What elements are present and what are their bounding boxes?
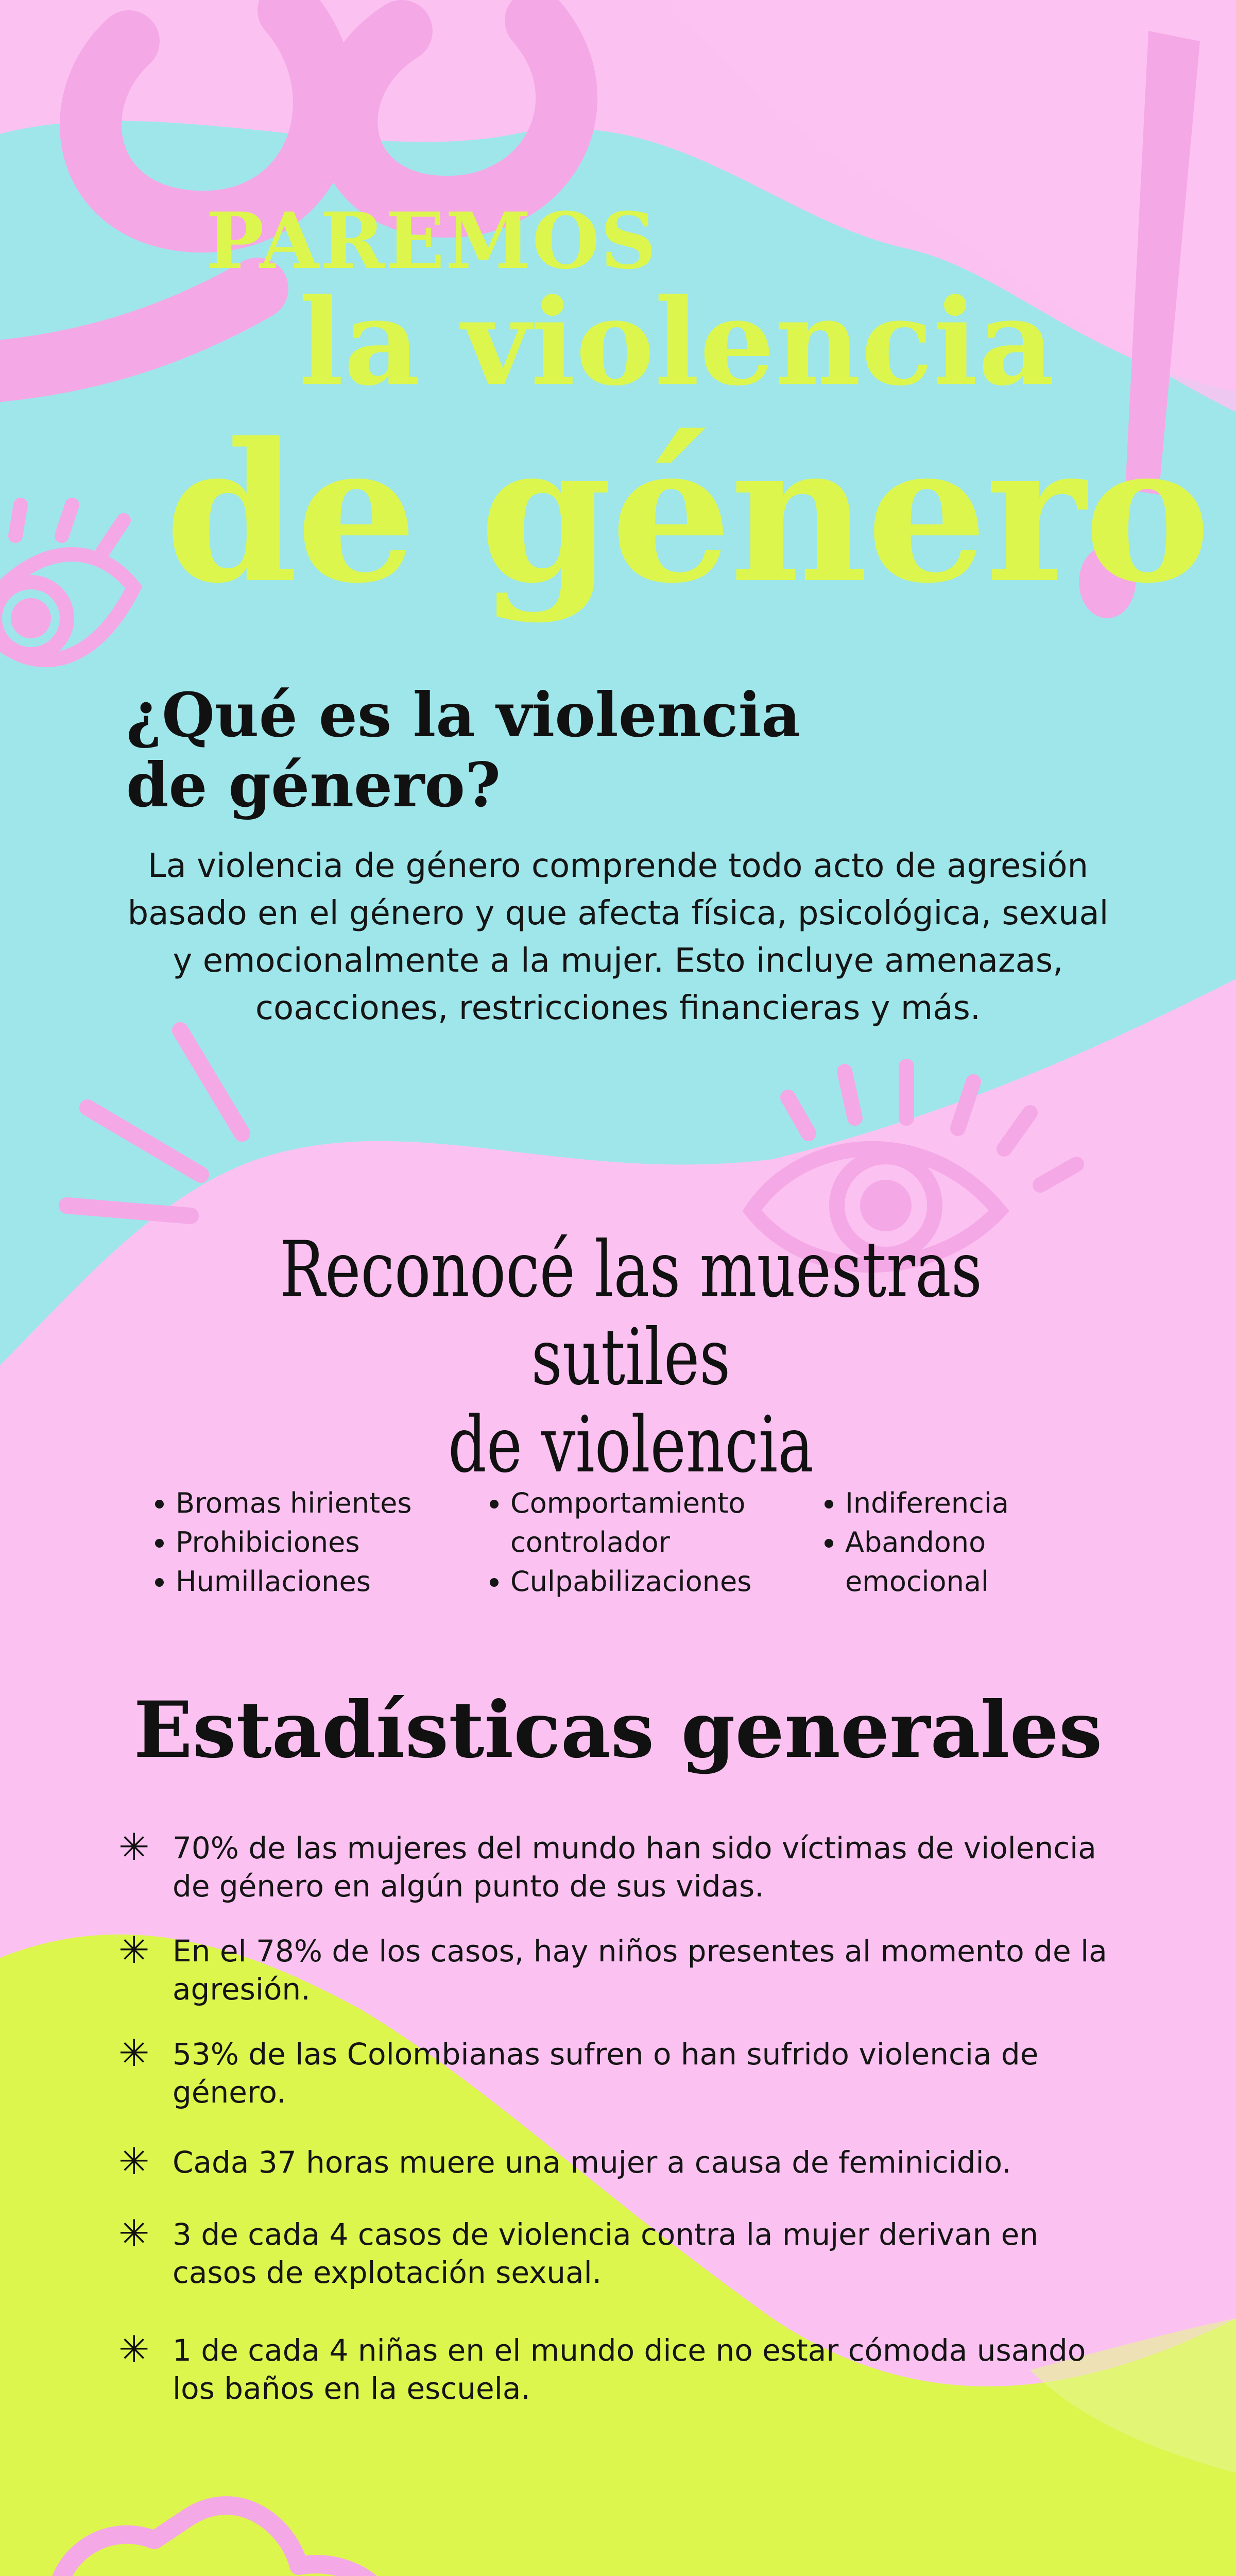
stat-text: En el 78% de los casos, hay niños presentes al momento de la agresión. <box>173 1934 1107 2007</box>
stat-text: Cada 37 horas muere una mujer a causa de feminicidio. <box>173 2145 1011 2180</box>
asterisk-star-icon: ✳ <box>118 2212 150 2255</box>
reconoce-title <box>260 1226 1003 1489</box>
reconoce-title-line-1: Reconocé las muestras sutiles <box>280 1225 982 1402</box>
reconoce-title-line-2: de violencia <box>448 1400 814 1490</box>
headline-line-1: PAREMOS <box>206 196 658 286</box>
que-es-description: La violencia de género comprende todo acto de agresión basado en el género y que afecta física, psicológica, sexual y emocionalmente a la mujer. Esto incluye amenazas, coacciones, restricciones financieras y más. <box>127 847 1109 1027</box>
list-item: • Humillaciones <box>176 1562 466 1601</box>
stat-text: 70% de las mujeres del mundo han sido víctimas de violencia de género en algún punto de sus vidas. <box>173 1831 1096 1904</box>
list-item: • Bromas hirientes <box>176 1484 466 1523</box>
que-es-title-line-2: de género? <box>126 749 501 821</box>
asterisk-star-icon: ✳ <box>118 1825 150 1869</box>
que-es-title-line-1: ¿Qué es la violencia <box>126 679 801 751</box>
stat-text: 3 de cada 4 casos de violencia contra la mujer derivan en casos de explotación sexual. <box>173 2217 1039 2290</box>
list-item: • Indiferencia <box>845 1484 1105 1523</box>
list-item: • Abandono emocional <box>845 1523 1105 1601</box>
headline-line-3: de género <box>165 402 1209 625</box>
stat-text: 53% de las Colombianas sufren o han sufrido violencia de género. <box>173 2037 1039 2110</box>
estadisticas-title: Estadísticas generales <box>133 1685 1103 1775</box>
asterisk-star-icon: ✳ <box>118 2031 150 2075</box>
signs-column-3 <box>816 1484 1105 1601</box>
que-es-title <box>126 680 847 820</box>
asterisk-star-icon: ✳ <box>118 2328 150 2371</box>
asterisk-star-icon: ✳ <box>118 2140 150 2183</box>
stat-text: 1 de cada 4 niñas en el mundo dice no estar cómoda usando los baños en la escuela. <box>173 2333 1086 2406</box>
list-item: • Comportamiento controlador <box>510 1484 801 1562</box>
signs-column-2 <box>482 1484 801 1601</box>
headline-line-2: la violencia <box>299 273 1055 412</box>
signs-column-1 <box>147 1484 466 1601</box>
list-item: • Prohibiciones <box>176 1523 466 1562</box>
list-item: • Culpabilizaciones <box>510 1562 801 1601</box>
asterisk-star-icon: ✳ <box>118 1928 150 1972</box>
